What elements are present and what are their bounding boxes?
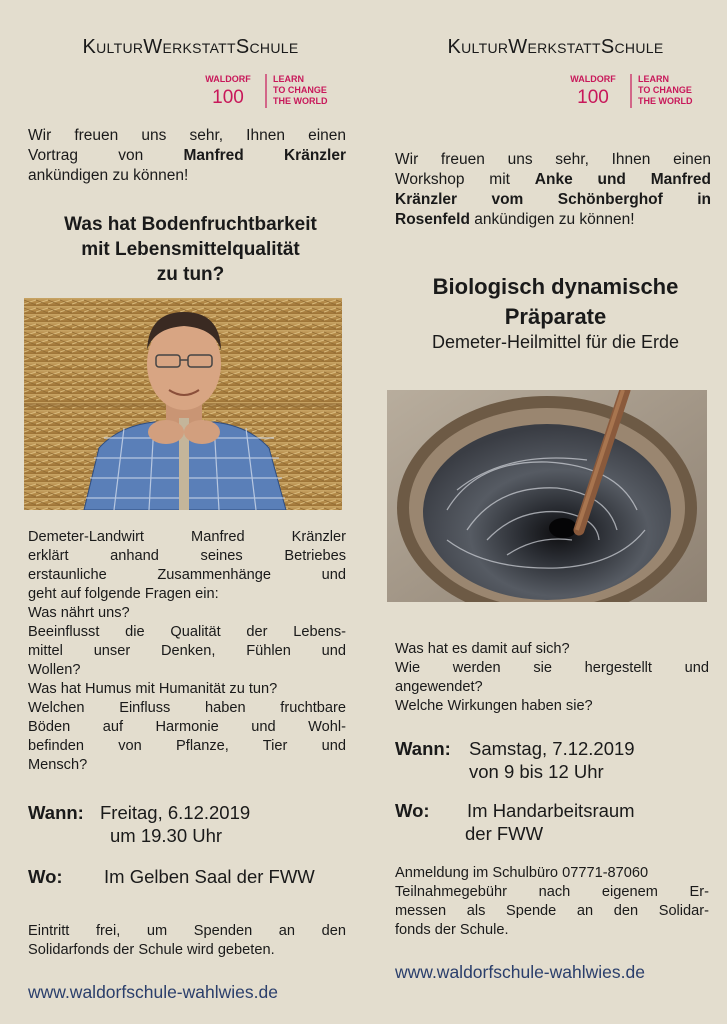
subheadline: Demeter-Heilmittel für die Erde [431,332,680,352]
when-label: Wann: [395,738,451,759]
logo-learn-text: LEARN [273,74,304,84]
when-date: Samstag, 7.12.2019 [469,738,635,759]
website-link[interactable]: www.waldorfschule-wahlwies.de [28,982,278,1002]
website-link[interactable]: www.waldorfschule-wahlwies.de [395,962,645,982]
where-label: Wo: [28,866,63,887]
where-value: Im Gelben Saal der FWW [104,866,315,887]
when-time: von 9 bis 12 Uhr [469,761,604,782]
right-flyer [383,0,727,1024]
description: Was hat es damit auf sich? Wie werden sie hergestellt und angewendet? Welche Wirkungen haben sie? [395,641,709,714]
logo-learn-text: LEARN [638,74,669,84]
where-room: Im Handarbeitsraum [467,800,635,821]
intro-paragraph: Wir freuen uns sehr, Ihnen einen Vortrag von Manfred Kränzler ankündigen zu können! [28,127,346,184]
logo-100-text: 100 [577,87,609,108]
logo-waldorf-text: WALDORF [570,74,616,84]
logo-to-change-text: TO CHANGE [638,85,692,95]
when-label: Wann: [28,802,84,823]
logo-waldorf-text: WALDORF [205,74,251,84]
where-block [395,800,725,846]
headline: Was hat Bodenfruchtbarkeit mit Lebensmittelqualität zu tun? [64,214,317,285]
logo-to-change-text: TO CHANGE [273,85,327,95]
vortex-barrel-photo [387,390,707,602]
masthead: KulturWerkstattSchule [82,36,299,58]
when-time: um 19.30 Uhr [110,825,223,846]
farmer-photo [24,298,342,510]
when-date: Freitag, 6.12.2019 [100,802,251,823]
where-label: Wo: [395,800,430,821]
waldorf-100-logo [551,72,721,110]
headline: Biologisch dynamische Präparate [432,274,679,329]
where-block [28,866,358,890]
left-flyer [18,0,363,1024]
logo-the-world-text: THE WORLD [638,96,693,106]
when-block [28,802,358,848]
registration-note: Anmeldung im Schulbüro 07771-87060 Teilnahmegebühr nach eigenem Er- messen als Spende an den Solidar- fonds der Schule. [395,865,709,938]
intro-paragraph: Wir freuen uns sehr, Ihnen einen Workshop mit Anke und Manfred Kränzler vom Schönberghof in Rosenfeld ankündigen zu können! [395,151,711,228]
when-block [395,738,725,784]
where-school: der FWW [465,823,544,844]
description: Demeter-Landwirt Manfred Kränzler erklärt anhand seines Betriebes erstaunliche Zusammenhänge und geht auf folgende Fragen ein: Was nährt uns? Beeinflusst die Qualität der Lebens- mittel unser Denken, Fühlen und Wollen? Was hat Humus mit Humanität zu tun? Welchen Einfluss haben fruchtbare Böden auf Harmonie und Wohl- befinden von Pflanze, Tier und Mensch? [28,529,346,773]
logo-the-world-text: THE WORLD [273,96,328,106]
waldorf-100-logo [186,72,356,110]
logo-100-text: 100 [212,87,244,108]
masthead: KulturWerkstattSchule [447,36,664,58]
admission-note: Eintritt frei, um Spenden an den Solidarfonds der Schule wird gebeten. [28,923,346,958]
